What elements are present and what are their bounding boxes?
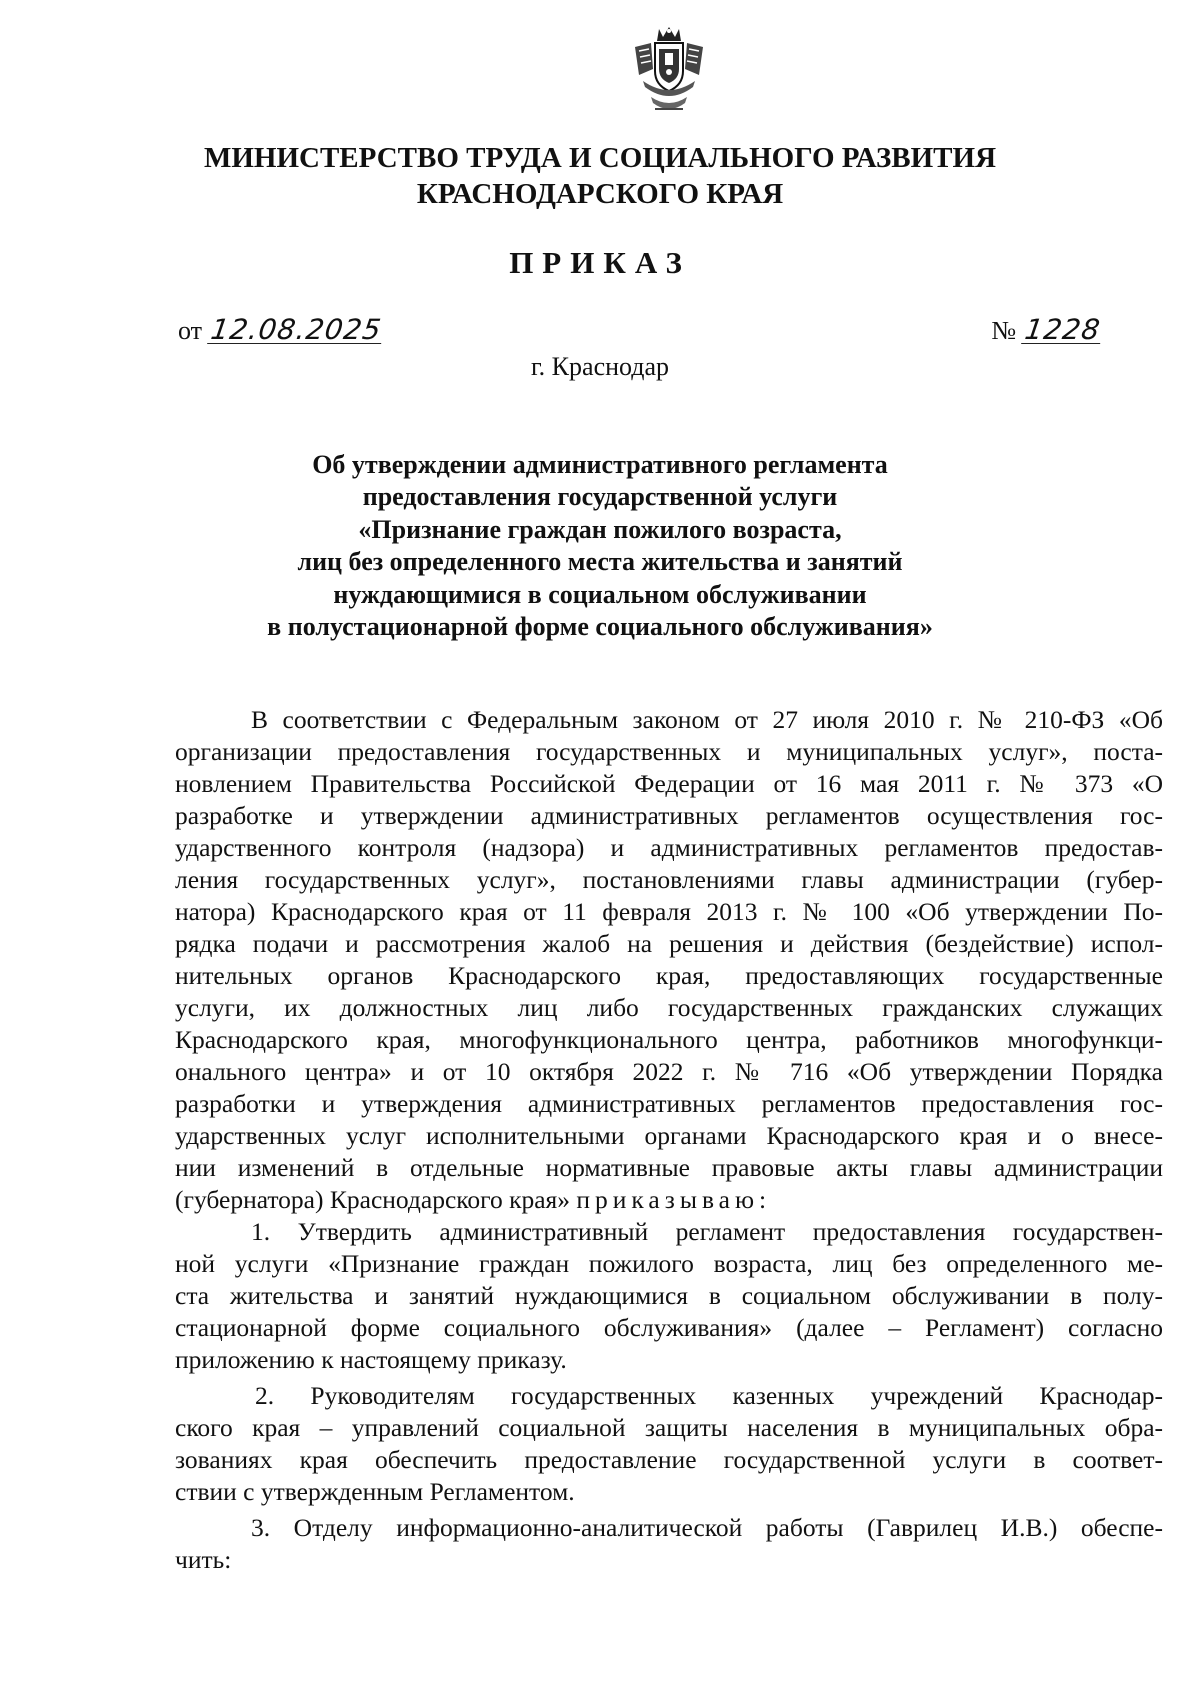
subject-line: предоставления государственной услуги bbox=[362, 482, 838, 512]
subject-line: лиц без определенного места жительства и занятий bbox=[297, 547, 903, 577]
order-number bbox=[991, 313, 1103, 346]
item2-line: 2. Руководителям государственных казенных учреждений Краснодар- bbox=[255, 1381, 1163, 1410]
item1-line: ной услуги «Признание граждан пожилого возраста, лиц без определенного ме- bbox=[175, 1249, 1163, 1278]
item2-line: зованиях края обеспечить предоставление государственной услуги в соответ- bbox=[175, 1445, 1163, 1474]
city-line: г. Краснодар bbox=[530, 352, 670, 381]
preamble-line: разработке и утверждении административных регламентов осуществления гос- bbox=[175, 801, 1163, 830]
preamble-line: нии изменений в отдельные нормативные правовые акты главы администрации bbox=[175, 1153, 1163, 1182]
preamble-line: нительных органов Краснодарского края, предоставляющих государственные bbox=[175, 961, 1163, 990]
coat-of-arms-emblem bbox=[629, 25, 709, 117]
ministry-name-line1: МИНИСТЕРСТВО ТРУДА И СОЦИАЛЬНОГО РАЗВИТИЯ bbox=[203, 142, 997, 174]
preamble-line: организации предоставления государственных и муниципальных услуг», поста- bbox=[175, 737, 1163, 766]
item1-line: приложению к настоящему приказу. bbox=[175, 1345, 567, 1374]
subject-line: нуждающимися в социальном обслуживании bbox=[333, 579, 867, 609]
subject-line: Об утверждении административного регламента bbox=[312, 450, 888, 479]
preamble-line: ления государственных услуг», постановлениями главы администрации (губер- bbox=[175, 865, 1163, 894]
order-date bbox=[178, 313, 384, 346]
subject-line: «Признание граждан пожилого возраста, bbox=[358, 514, 842, 544]
preamble-line: разработки и утверждения административных регламентов предоставления гос- bbox=[175, 1089, 1163, 1118]
item3-line: 3. Отделу информационно-аналитической работы (Гаврилец И.В.) обеспе- bbox=[251, 1513, 1163, 1542]
handwritten-number: 1228 bbox=[1022, 313, 1103, 346]
preamble-last-text: (губернатора) Краснодарского края» bbox=[175, 1185, 571, 1214]
preamble-line: натора) Краснодарского края от 11 февраля 2013 г. № 100 «Об утверждении По- bbox=[175, 897, 1163, 926]
order-word: приказываю: bbox=[576, 1185, 772, 1214]
preamble-line: ударственного контроля (надзора) и административных регламентов предостав- bbox=[175, 833, 1163, 862]
handwritten-date: 12.08.2025 bbox=[208, 313, 384, 346]
subject-line: в полустационарной форме социального обслуживания» bbox=[267, 612, 933, 642]
number-prefix: № bbox=[991, 316, 1017, 345]
preamble-line: рядка подачи и рассмотрения жалоб на решения и действия (бездействие) испол- bbox=[175, 929, 1163, 958]
item2-line: ского края – управлений социальной защиты населения в муниципальных обра- bbox=[175, 1413, 1163, 1442]
preamble-line: Краснодарского края, многофункционального центра, работников многофункци- bbox=[175, 1025, 1163, 1054]
item3-line: чить: bbox=[175, 1545, 232, 1574]
item1-line: стационарной форме социального обслуживания» (далее – Регламент) согласно bbox=[175, 1313, 1163, 1342]
item1-line: 1. Утвердить административный регламент предоставления государствен- bbox=[251, 1217, 1163, 1246]
ministry-name bbox=[0, 140, 1200, 212]
date-prefix: от bbox=[178, 316, 203, 345]
preamble-final-line bbox=[175, 1184, 1163, 1216]
ministry-name-line2: КРАСНОДАРСКОГО КРАЯ bbox=[416, 178, 784, 210]
preamble-line: ударственных услуг исполнительными органами Краснодарского края и о внесе- bbox=[175, 1121, 1163, 1150]
item2-line: ствии с утвержденным Регламентом. bbox=[175, 1477, 575, 1506]
preamble-line: В соответствии с Федеральным законом от 27 июля 2010 г. № 210-ФЗ «Об bbox=[251, 705, 1163, 734]
order-subject bbox=[0, 449, 1200, 643]
krasnodar-krai-coat-of-arms-icon bbox=[629, 25, 709, 117]
order-body bbox=[175, 704, 1163, 1576]
item1-line: ста жительства и занятий нуждающимися в социальном обслуживании в полу- bbox=[175, 1281, 1163, 1310]
preamble-line: онального центра» и от 10 октября 2022 г. № 716 «Об утверждении Порядка bbox=[175, 1057, 1163, 1086]
document-type-title: ПРИКАЗ bbox=[509, 245, 691, 280]
preamble-line: новлением Правительства Российской Федерации от 16 мая 2011 г. № 373 «О bbox=[175, 769, 1163, 798]
preamble-line: услуги, их должностных лиц либо государственных гражданских служащих bbox=[175, 993, 1163, 1022]
